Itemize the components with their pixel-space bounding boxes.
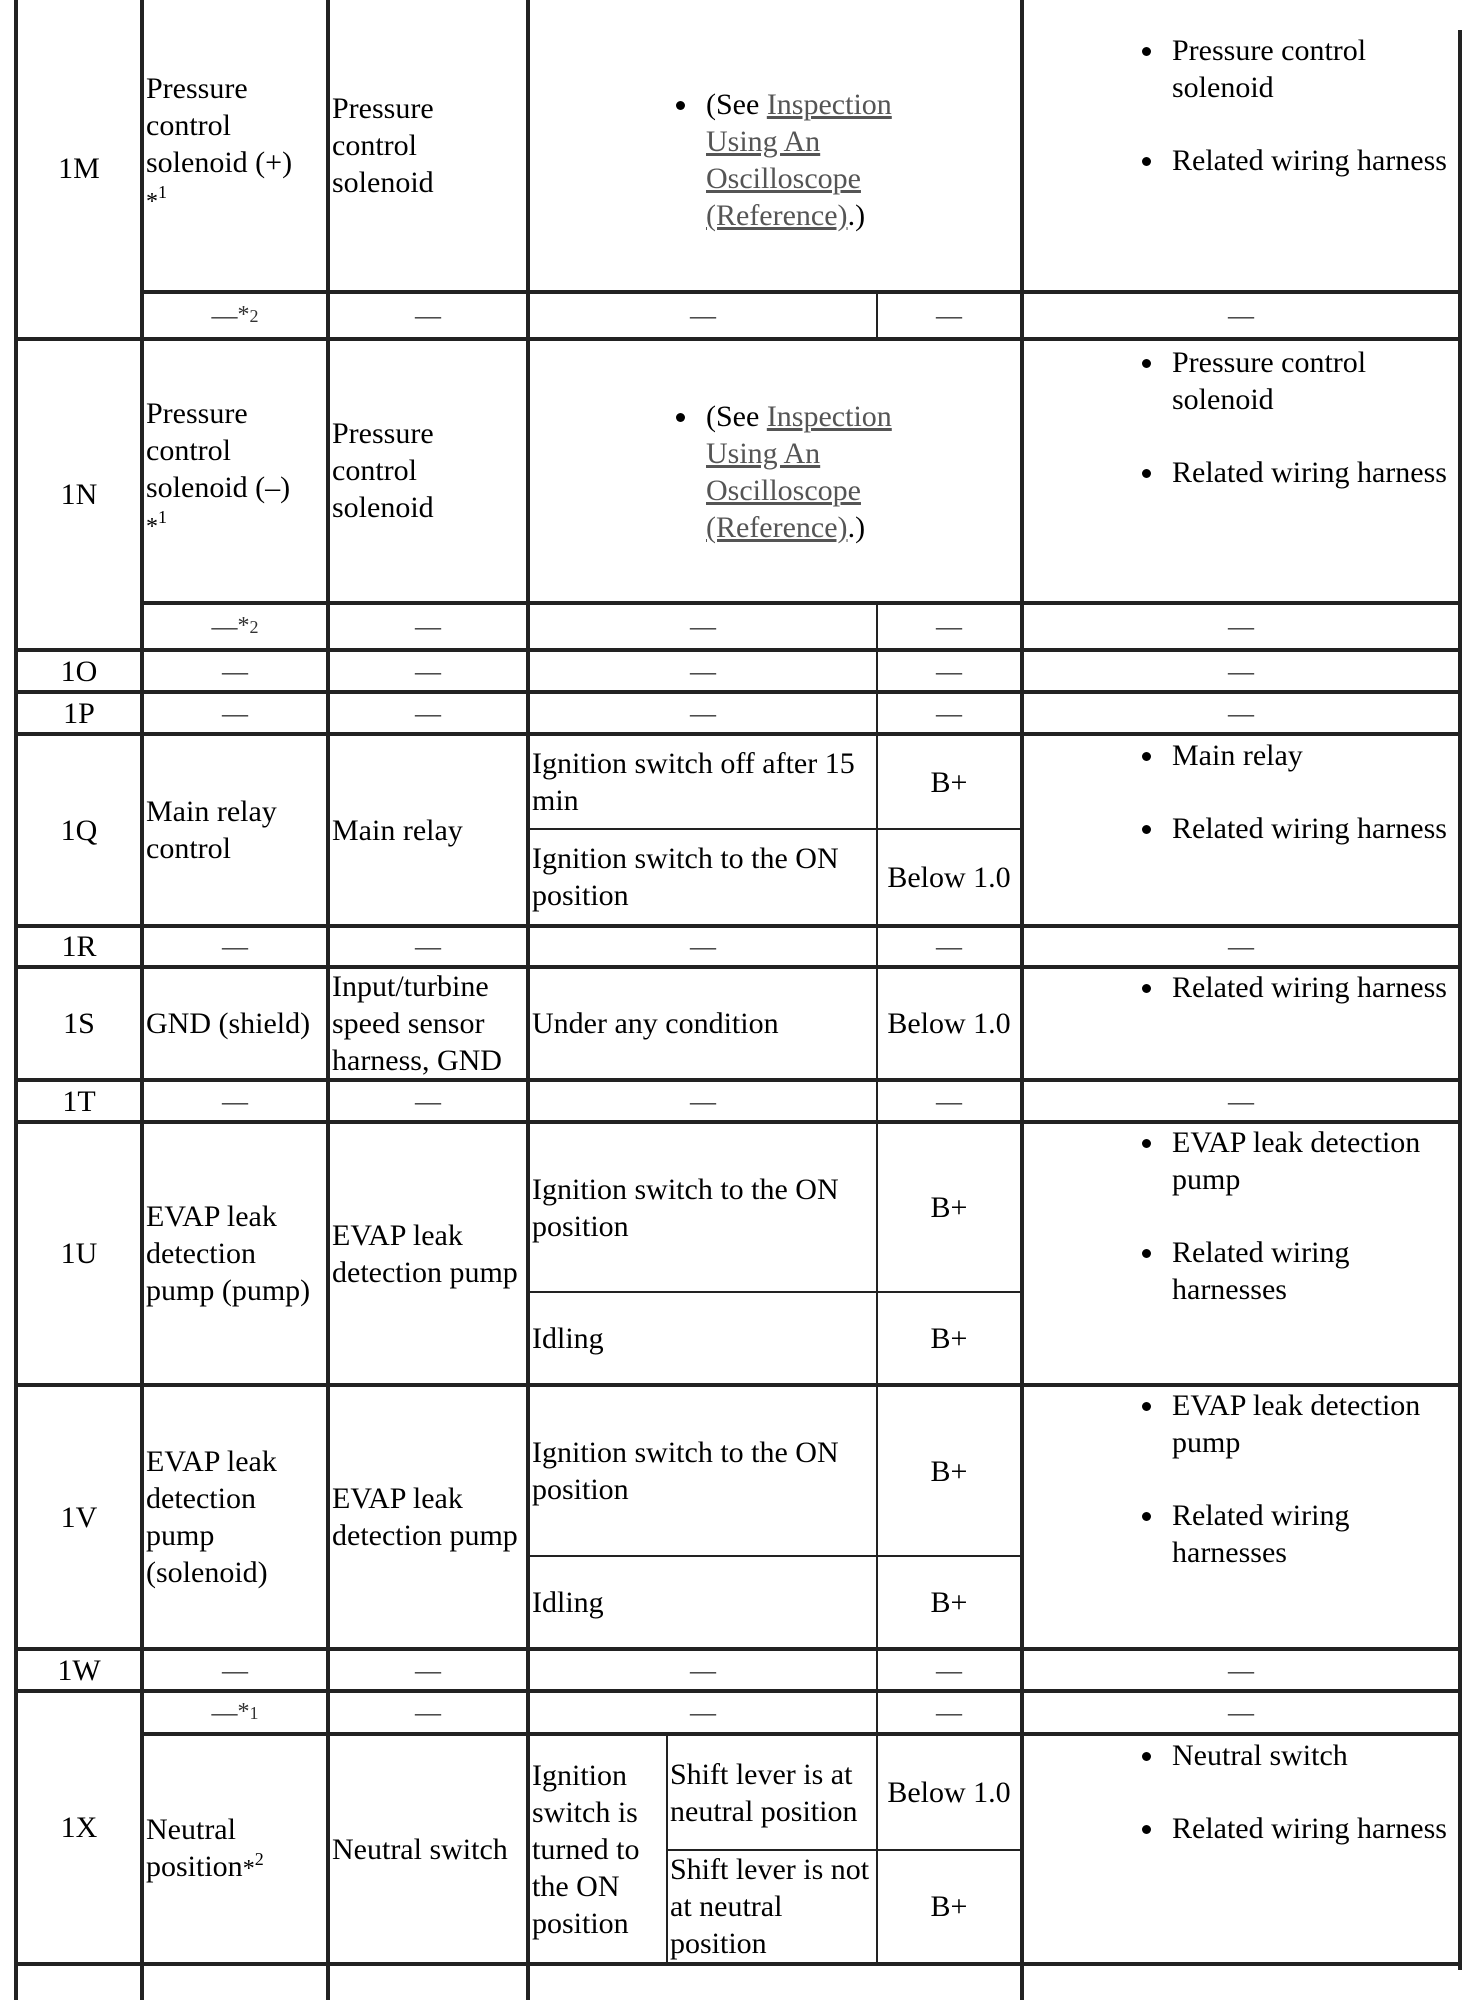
dash-cell: — xyxy=(222,1086,248,1116)
see-reference-1m: • (See Inspection Using An Oscilloscope (Reference).) xyxy=(660,86,920,236)
inspection-link[interactable]: Inspection Using An Oscilloscope (Reference) xyxy=(706,88,892,232)
dash-cell: — xyxy=(690,1655,716,1685)
cond-1q-a: Ignition switch off after 15 min xyxy=(532,747,855,817)
dash-cell: — xyxy=(415,612,441,641)
dash-cell: — xyxy=(222,698,248,728)
dash-cell: — xyxy=(936,612,962,641)
cond-1x-main: Ignition switch is turned to the ON position xyxy=(532,1758,640,1940)
dash-cell: — xyxy=(690,656,716,686)
signal-1v: EVAP leak detection pump (solenoid) xyxy=(146,1445,277,1589)
dash-cell: — xyxy=(415,932,441,961)
cond-1v-a: Ignition switch to the ON position xyxy=(532,1436,839,1506)
dash-cell: — xyxy=(690,1086,716,1116)
signal-1q: Main relay control xyxy=(146,795,277,865)
connected-1s: Input/turbine speed sensor harness, GND xyxy=(332,970,502,1077)
sub-1x: — * 1 xyxy=(211,1698,259,1727)
cond-1x-b: Shift lever is not at neutral position xyxy=(670,1853,870,1960)
dash-cell: — xyxy=(690,301,716,330)
dash-cell: — xyxy=(936,656,962,686)
dash-cell: — xyxy=(415,301,441,330)
cond-1s: Under any condition xyxy=(532,1007,779,1040)
signal-1u: EVAP leak detection pump (pump) xyxy=(146,1200,311,1307)
connected-1u: EVAP leak detection pump xyxy=(332,1218,518,1289)
cond-1v-b: Idling xyxy=(532,1585,604,1619)
see-reference-1n: • (See Inspection Using An Oscilloscope (Reference).) xyxy=(660,398,920,548)
bullets-1m: • Pressure control solenoid • Related wiring harness xyxy=(1128,32,1458,292)
pin-1o: 1O xyxy=(60,654,98,688)
dash-cell: — xyxy=(936,1698,962,1727)
bullets-1s: • Related wiring harness xyxy=(1128,969,1458,1078)
pin-1m: 1M xyxy=(58,152,100,185)
dash-cell: — xyxy=(690,698,716,728)
dash-cell: — xyxy=(936,301,962,330)
connected-1m: Pressure control solenoid xyxy=(332,91,434,199)
dash-cell: — xyxy=(415,1655,441,1685)
dash-cell: — xyxy=(415,656,441,686)
val-1x-b: B+ xyxy=(930,1890,968,1923)
pin-1s: 1S xyxy=(63,1007,95,1040)
connected-1v: EVAP leak detection pump xyxy=(332,1482,518,1552)
bullets-1u: • EVAP leak detection pump • Related wiring harnesses xyxy=(1128,1124,1458,1383)
signal-1n: Pressure control solenoid (–) *$^1$ xyxy=(146,396,291,540)
dash-cell: — xyxy=(936,932,962,961)
pin-1q: 1Q xyxy=(60,813,98,847)
cond-1q-b: Ignition switch to the ON position xyxy=(532,842,839,912)
signal-1m: Pressure control solenoid (+) *$^1$ xyxy=(146,71,293,215)
pin-1u: 1U xyxy=(60,1237,98,1270)
dash-cell: — xyxy=(936,1086,962,1116)
cond-1x-a: Shift lever is at neutral position xyxy=(670,1757,858,1828)
dash-cell: — xyxy=(690,1698,716,1727)
inspection-link[interactable]: Inspection Using An Oscilloscope (Reference) xyxy=(706,400,892,544)
bullets-1n: • Pressure control solenoid • Related wiring harness xyxy=(1128,344,1458,604)
connected-1q: Main relay xyxy=(332,813,463,847)
val-1v-b: B+ xyxy=(930,1585,968,1619)
pin-1t: 1T xyxy=(62,1084,96,1118)
sub-1n: — * 2 xyxy=(211,612,259,641)
val-1s: Below 1.0 xyxy=(887,1007,1011,1040)
dash-cell: — xyxy=(222,1655,248,1685)
cond-1u-a: Ignition switch to the ON position xyxy=(532,1172,839,1243)
val-1u-a: B+ xyxy=(930,1191,968,1224)
pin-1p: 1P xyxy=(63,696,95,730)
dash-cell: — xyxy=(222,932,248,961)
sub-1m: — * 2 xyxy=(211,301,259,330)
dash-cell: — xyxy=(1228,1655,1254,1685)
dash-cell: — xyxy=(415,698,441,728)
dash-cell: — xyxy=(415,1698,441,1727)
dash-cell: — xyxy=(415,1086,441,1116)
dash-cell: — xyxy=(1228,698,1254,728)
pin-1r: 1R xyxy=(61,930,97,963)
dash-cell: — xyxy=(936,698,962,728)
connected-1n: Pressure control solenoid xyxy=(332,416,434,524)
val-1q-a: B+ xyxy=(930,765,968,799)
cond-1u-b: Idling xyxy=(532,1321,604,1355)
dash-cell: — xyxy=(1228,1698,1254,1727)
val-1v-a: B+ xyxy=(930,1454,968,1488)
dash-cell: — xyxy=(1228,932,1254,961)
val-1u-b: B+ xyxy=(930,1321,968,1355)
pin-1n: 1N xyxy=(60,478,98,511)
connected-1x: Neutral switch xyxy=(332,1832,508,1866)
dash-cell: — xyxy=(1228,1086,1254,1116)
dash-cell: — xyxy=(1228,301,1254,330)
pin-1x: 1X xyxy=(60,1811,98,1844)
bullets-1x: • Neutral switch • Related wiring harness xyxy=(1128,1737,1458,1962)
signal-1s: GND (shield) xyxy=(146,1007,311,1040)
dash-cell: — xyxy=(690,612,716,641)
pin-1w: 1W xyxy=(57,1653,101,1687)
signal-1x: Neutral position*$^2$ xyxy=(146,1812,264,1883)
val-1x-a: Below 1.0 xyxy=(887,1776,1011,1809)
dash-cell: — xyxy=(222,656,248,686)
dash-cell: — xyxy=(1228,612,1254,641)
bullets-1v: • EVAP leak detection pump • Related wiring harnesses xyxy=(1128,1387,1458,1647)
bullets-1q: • Main relay • Related wiring harness xyxy=(1128,737,1458,924)
dash-cell: — xyxy=(1228,656,1254,686)
val-1q-b: Below 1.0 xyxy=(887,860,1011,894)
dash-cell: — xyxy=(936,1655,962,1685)
dash-cell: — xyxy=(690,932,716,961)
pin-1v: 1V xyxy=(60,1500,98,1534)
